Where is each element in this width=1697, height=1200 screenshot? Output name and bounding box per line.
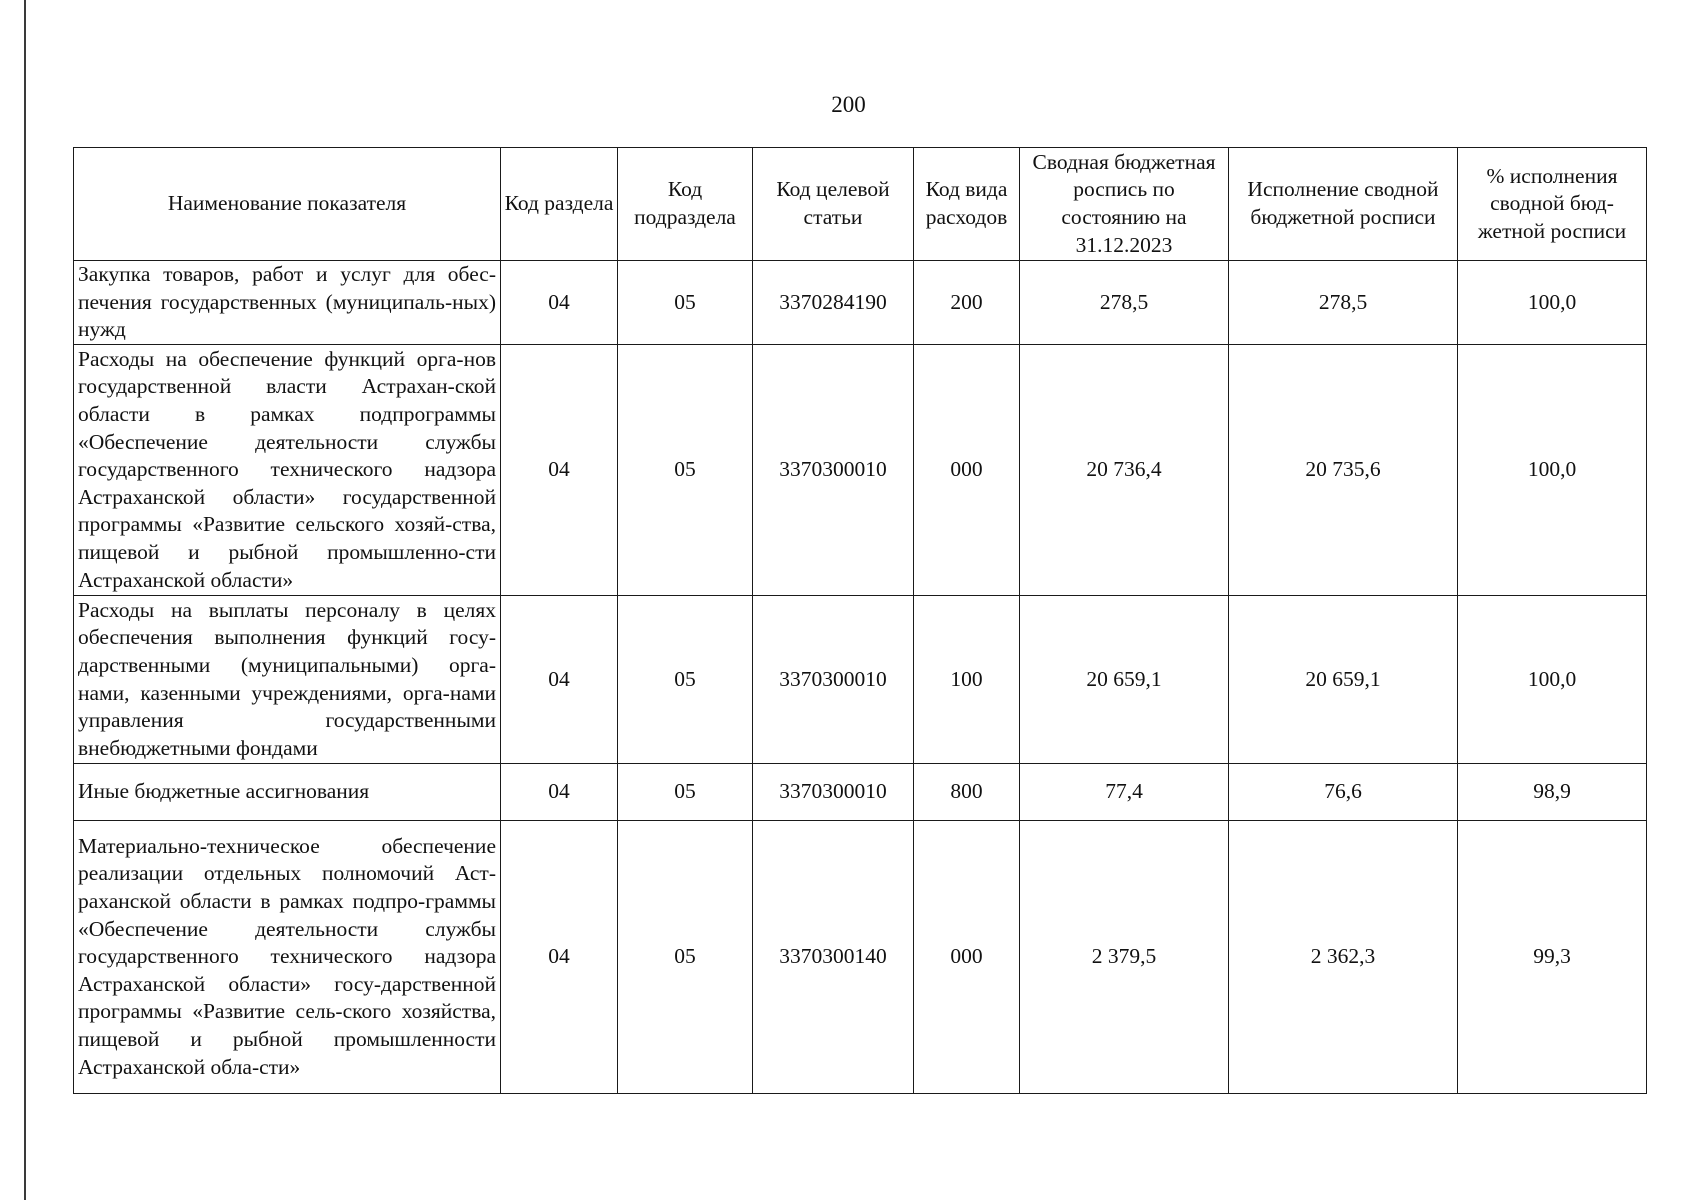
subsection-code-cell: 05	[618, 764, 753, 821]
section-code-cell: 04	[501, 261, 618, 345]
expense-type-cell: 100	[914, 596, 1020, 764]
header-section-code: Код раздела	[501, 148, 618, 261]
execution-percent-cell: 99,3	[1458, 821, 1647, 1094]
subsection-code-cell: 05	[618, 821, 753, 1094]
header-budget-execution: Исполнение сводной бюджетной росписи	[1229, 148, 1458, 261]
target-article-cell: 3370300140	[753, 821, 914, 1094]
section-code-cell: 04	[501, 596, 618, 764]
section-code-cell: 04	[501, 764, 618, 821]
budget-execution-cell: 20 659,1	[1229, 596, 1458, 764]
budget-plan-cell: 278,5	[1020, 261, 1229, 345]
subsection-code-cell: 05	[618, 596, 753, 764]
budget-execution-table	[73, 147, 1647, 1094]
target-article-cell: 3370300010	[753, 764, 914, 821]
execution-percent-cell: 100,0	[1458, 261, 1647, 345]
header-execution-percent: % исполнения сводной бюд-жетной росписи	[1458, 148, 1647, 261]
subsection-code-cell: 05	[618, 261, 753, 345]
target-article-cell: 3370300010	[753, 345, 914, 596]
table-row	[74, 345, 1647, 596]
budget-plan-cell: 77,4	[1020, 764, 1229, 821]
budget-plan-cell: 20 736,4	[1020, 345, 1229, 596]
target-article-cell: 3370284190	[753, 261, 914, 345]
target-article-cell: 3370300010	[753, 596, 914, 764]
indicator-name-cell: Иные бюджетные ассигнования	[74, 764, 501, 821]
section-code-cell: 04	[501, 821, 618, 1094]
expense-type-cell: 800	[914, 764, 1020, 821]
execution-percent-cell: 100,0	[1458, 345, 1647, 596]
section-code-cell: 04	[501, 345, 618, 596]
table-row	[74, 261, 1647, 345]
budget-plan-cell: 2 379,5	[1020, 821, 1229, 1094]
header-subsection-code: Код подраздела	[618, 148, 753, 261]
execution-percent-cell: 100,0	[1458, 596, 1647, 764]
expense-type-cell: 000	[914, 821, 1020, 1094]
execution-percent-cell: 98,9	[1458, 764, 1647, 821]
expense-type-cell: 000	[914, 345, 1020, 596]
header-indicator-name: Наименование показателя	[74, 148, 501, 261]
subsection-code-cell: 05	[618, 345, 753, 596]
expense-type-cell: 200	[914, 261, 1020, 345]
indicator-name-cell: Закупка товаров, работ и услуг для обес-печения государственных (муниципаль-ных) нужд	[74, 261, 501, 345]
header-row	[74, 148, 1647, 261]
budget-plan-cell: 20 659,1	[1020, 596, 1229, 764]
table-row	[74, 596, 1647, 764]
budget-execution-cell: 2 362,3	[1229, 821, 1458, 1094]
budget-execution-cell: 20 735,6	[1229, 345, 1458, 596]
budget-execution-cell: 76,6	[1229, 764, 1458, 821]
table-row	[74, 821, 1647, 1094]
table-row	[74, 764, 1647, 821]
header-budget-plan: Сводная бюджетная роспись по состоянию на 31.12.2023	[1020, 148, 1229, 261]
indicator-name-cell: Расходы на обеспечение функций орга-нов государственной власти Астрахан-ской области в рамках подпрограммы «Обеспечение деятельности службы государственного технического надзора Астраханской области» государственной программы «Развитие сельского хозяй-ства, пищевой и рыбной промышленно-сти Астраханской области»	[74, 345, 501, 596]
header-target-article-code: Код целевой статьи	[753, 148, 914, 261]
indicator-name-cell: Материально-техническое обеспечение реализации отдельных полномочий Аст-раханской области в рамках подпро-граммы «Обеспечение деятельности службы государственного технического надзора Астраханской области» госу-дарственной программы «Развитие сель-ского хозяйства, пищевой и рыбной промышленности Астраханской обла-сти»	[74, 821, 501, 1094]
indicator-name-cell: Расходы на выплаты персоналу в целях обеспечения выполнения функций госу-дарственными (муниципальными) орга-нами, казенными учреждениями, орга-нами управления государственными внебюджетными фондами	[74, 596, 501, 764]
scan-edge-line	[24, 0, 26, 1200]
page-number: 200	[831, 92, 866, 117]
header-expense-type-code: Код вида расходов	[914, 148, 1020, 261]
budget-execution-cell: 278,5	[1229, 261, 1458, 345]
